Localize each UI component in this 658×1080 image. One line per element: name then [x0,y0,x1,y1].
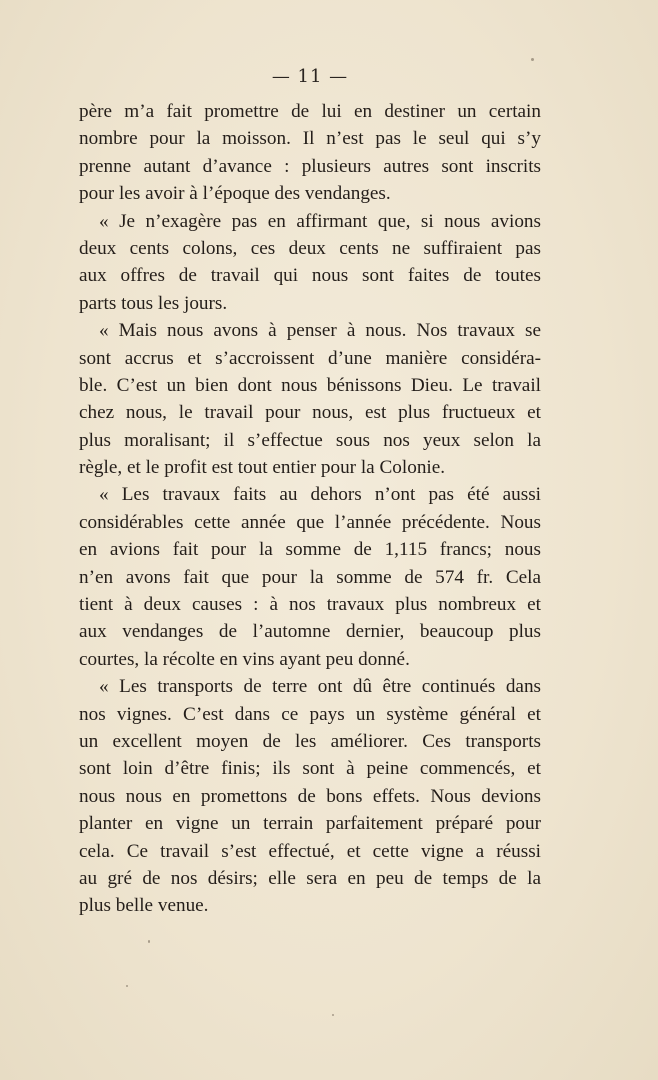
text-line: prenne autant d’avance : plusieurs autres sont inscrits [79,155,541,177]
paper-speck [332,1014,334,1016]
text-line: n’en avons fait que pour la somme de 574 fr. Cela [79,566,541,588]
text-line: deux cents colons, ces deux cents ne suffiraient pas [79,237,541,259]
text-line: sont accrus et s’accroissent d’une manière considéra- [79,347,541,369]
body-text [79,98,541,920]
text-line: aux offres de travail qui nous sont faites de toutes [79,265,541,287]
text-line: considérables cette année que l’année précédente. Nous [79,511,541,533]
text-line: « Je n’exagère pas en affirmant que, si nous avions [99,210,541,232]
text-line: pour les avoir à l’époque des vendanges. [79,183,391,205]
text-line: nos vignes. C’est dans ce pays un système général et [79,703,541,725]
text-line: règle, et le profit est tout entier pour la Colonie. [79,457,446,479]
paper-speck [148,940,150,943]
text-line: planter en vigne un terrain parfaitement préparé pour [79,813,541,835]
text-line: nous nous en promettons de bons effets. Nous devions [79,785,541,807]
text-line: « Les transports de terre ont dû être continués dans [99,676,541,698]
page-number: — 11 — [271,66,349,87]
text-line: « Les travaux faits au dehors n’ont pas été aussi [99,484,541,506]
text-line: parts tous les jours. [79,292,228,314]
text-line: plus moralisant; il s’effectue sous nos yeux selon la [79,429,541,451]
text-line: aux vendanges de l’automne dernier, beaucoup plus [79,621,541,643]
paper-speck [531,58,534,61]
text-line: père m’a fait promettre de lui en destiner un certain [79,101,541,122]
text-line: cela. Ce travail s’est effectué, et cette vigne a réussi [79,840,541,862]
text-line: un excellent moyen de les améliorer. Ces transports [79,730,541,752]
text-line: « Mais nous avons à penser à nous. Nos travaux se [99,320,541,342]
paper-speck [126,985,128,987]
text-line: au gré de nos désirs; elle sera en peu de temps de la [79,867,541,889]
text-line: en avions fait pour la somme de 1,115 francs; nous [79,539,541,561]
text-line: nombre pour la moisson. Il n’est pas le seul qui s’y [79,128,541,150]
text-line: courtes, la récolte en vins ayant peu donné. [79,648,410,670]
text-line: plus belle venue. [79,895,209,917]
text-line: tient à deux causes : à nos travaux plus nombreux et [79,594,541,616]
text-line: ble. C’est un bien dont nous bénissons Dieu. Le travail [79,374,541,396]
text-line: sont loin d’être finis; ils sont à peine commencés, et [79,758,541,780]
text-line: chez nous, le travail pour nous, est plus fructueux et [79,402,541,424]
